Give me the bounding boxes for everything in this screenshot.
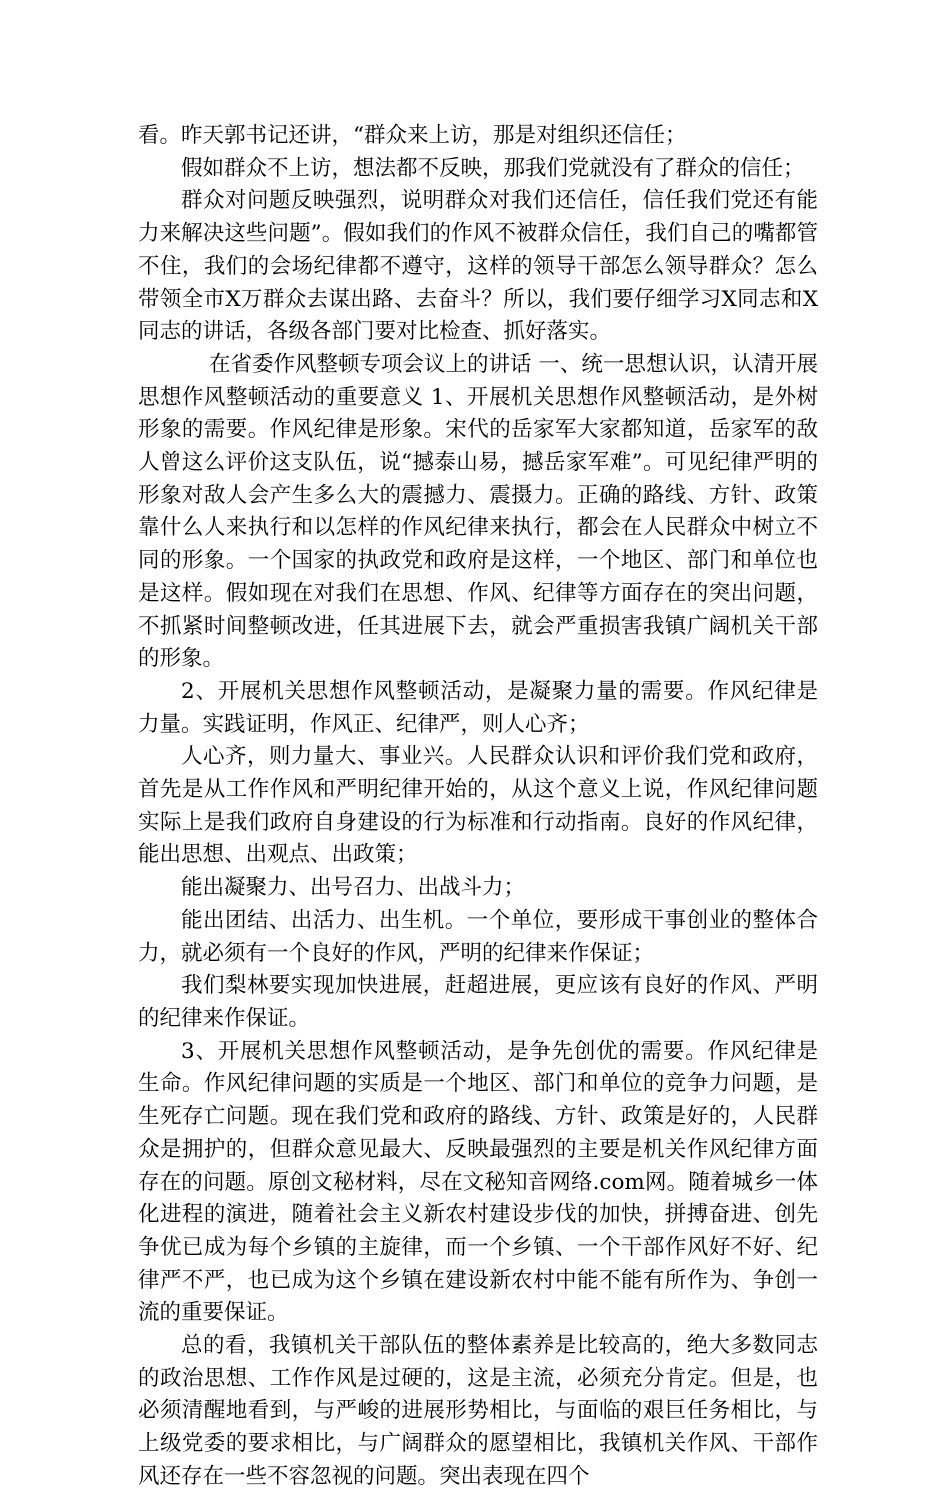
paragraph-5: 2、开展机关思想作风整顿活动，是凝聚力量的需要。作风纪律是力量。实践证明，作风正、纪律严，则人心齐； [138,678,818,737]
paragraph-7: 能出凝聚力、出号召力、出战斗力； [181,875,526,901]
paragraph-11: 总的看，我镇机关干部队伍的整体素养是比较高的，绝大多数同志的政治思想、工作作风是过硬的，这是主流，必须充分肯定。但是，也必须清醒地看到，与严峻的进展形势相比，与面临的艰巨任务相比，与上级党委的要求相比，与广阔群众的愿望相比，我镇机关作风、干部作风还存在一些不容忽视的问题。突出表现在四个 [138,1333,818,1489]
paragraph-10: 3、开展机关思想作风整顿活动，是争先创优的需要。作风纪律是生命。作风纪律问题的实质是一个地区、部门和单位的竞争力问题，是生死存亡问题。现在我们党和政府的路线、方针、政策是好的，人民群众是拥护的，但群众意见最大、反映最强烈的主要是机关作风纪律方面存在的问题。原创文秘材料，尽在文秘知音网络.com网。随着城乡一体化进程的演进，随着社会主义新农村建设步伐的加快，拼搏奋进、创先争优已成为每个乡镇的主旋律，而一个乡镇、一个干部作风好不好、纪律严不严，也已成为这个乡镇在建设新农村中能不能有所作为、争创一流的重要保证。 [138,1038,818,1326]
document-body [138,120,818,1494]
paragraph-8: 能出团结、出活力、出生机。一个单位，要形成干事创业的整体合力，就必须有一个良好的作风，严明的纪律来作保证； [138,907,818,966]
paragraph-6: 人心齐，则力量大、事业兴。人民群众认识和评价我们党和政府，首先是从工作作风和严明纪律开始的，从这个意义上说，作风纪律问题实际上是我们政府自身建设的行为标准和行动指南。良好的作风纪律，能出思想、出观点、出政策； [138,744,818,868]
paragraph-3: 群众对问题反映强烈，说明群众对我们还信任，信任我们党还有能力来解决这些问题”。假如我们的作风不被群众信任，我们自己的嘴都管不住，我们的会场纪律都不遵守，这样的领导干部怎么领导群众？怎么带领全市X万群众去谋出路、去奋斗？所以，我们要仔细学习X同志和X同志的讲话，各级各部门要对比检查、抓好落实。 [138,188,818,345]
paragraph-2: 假如群众不上访，想法都不反映，那我们党就没有了群众的信任； [181,155,805,181]
paragraph-9: 我们梨林要实现加快进展，赶超进展，更应该有良好的作风、严明的纪律来作保证。 [138,973,818,1031]
paragraph-1: 看。昨天郭书记还讲，“群众来上访，那是对组织还信任； [138,123,687,148]
paragraph-4: 在省委作风整顿专项会议上的讲话 一、统一思想认识，认清开展思想作风整顿活动的重要意义 1、开展机关思想作风整顿活动，是外树形象的需要。作风纪律是形象。宋代的岳家军大家都知道，岳家军的敌人曾这么评价这支队伍，说“撼泰山易，撼岳家军难”。可见纪律严明的形象对敌人会产生多么大的震撼力、震摄力。正确的路线、方针、政策靠什么人来执行和以怎样的作风纪律来执行，都会在人民群众中树立不同的形象。一个国家的执政党和政府是这样，一个地区、部门和单位也是这样。假如现在对我们在思想、作风、纪律等方面存在的突出问题，不抓紧时间整顿改进，任其进展下去，就会严重损害我镇广阔机关干部的形象。 [138,351,818,672]
